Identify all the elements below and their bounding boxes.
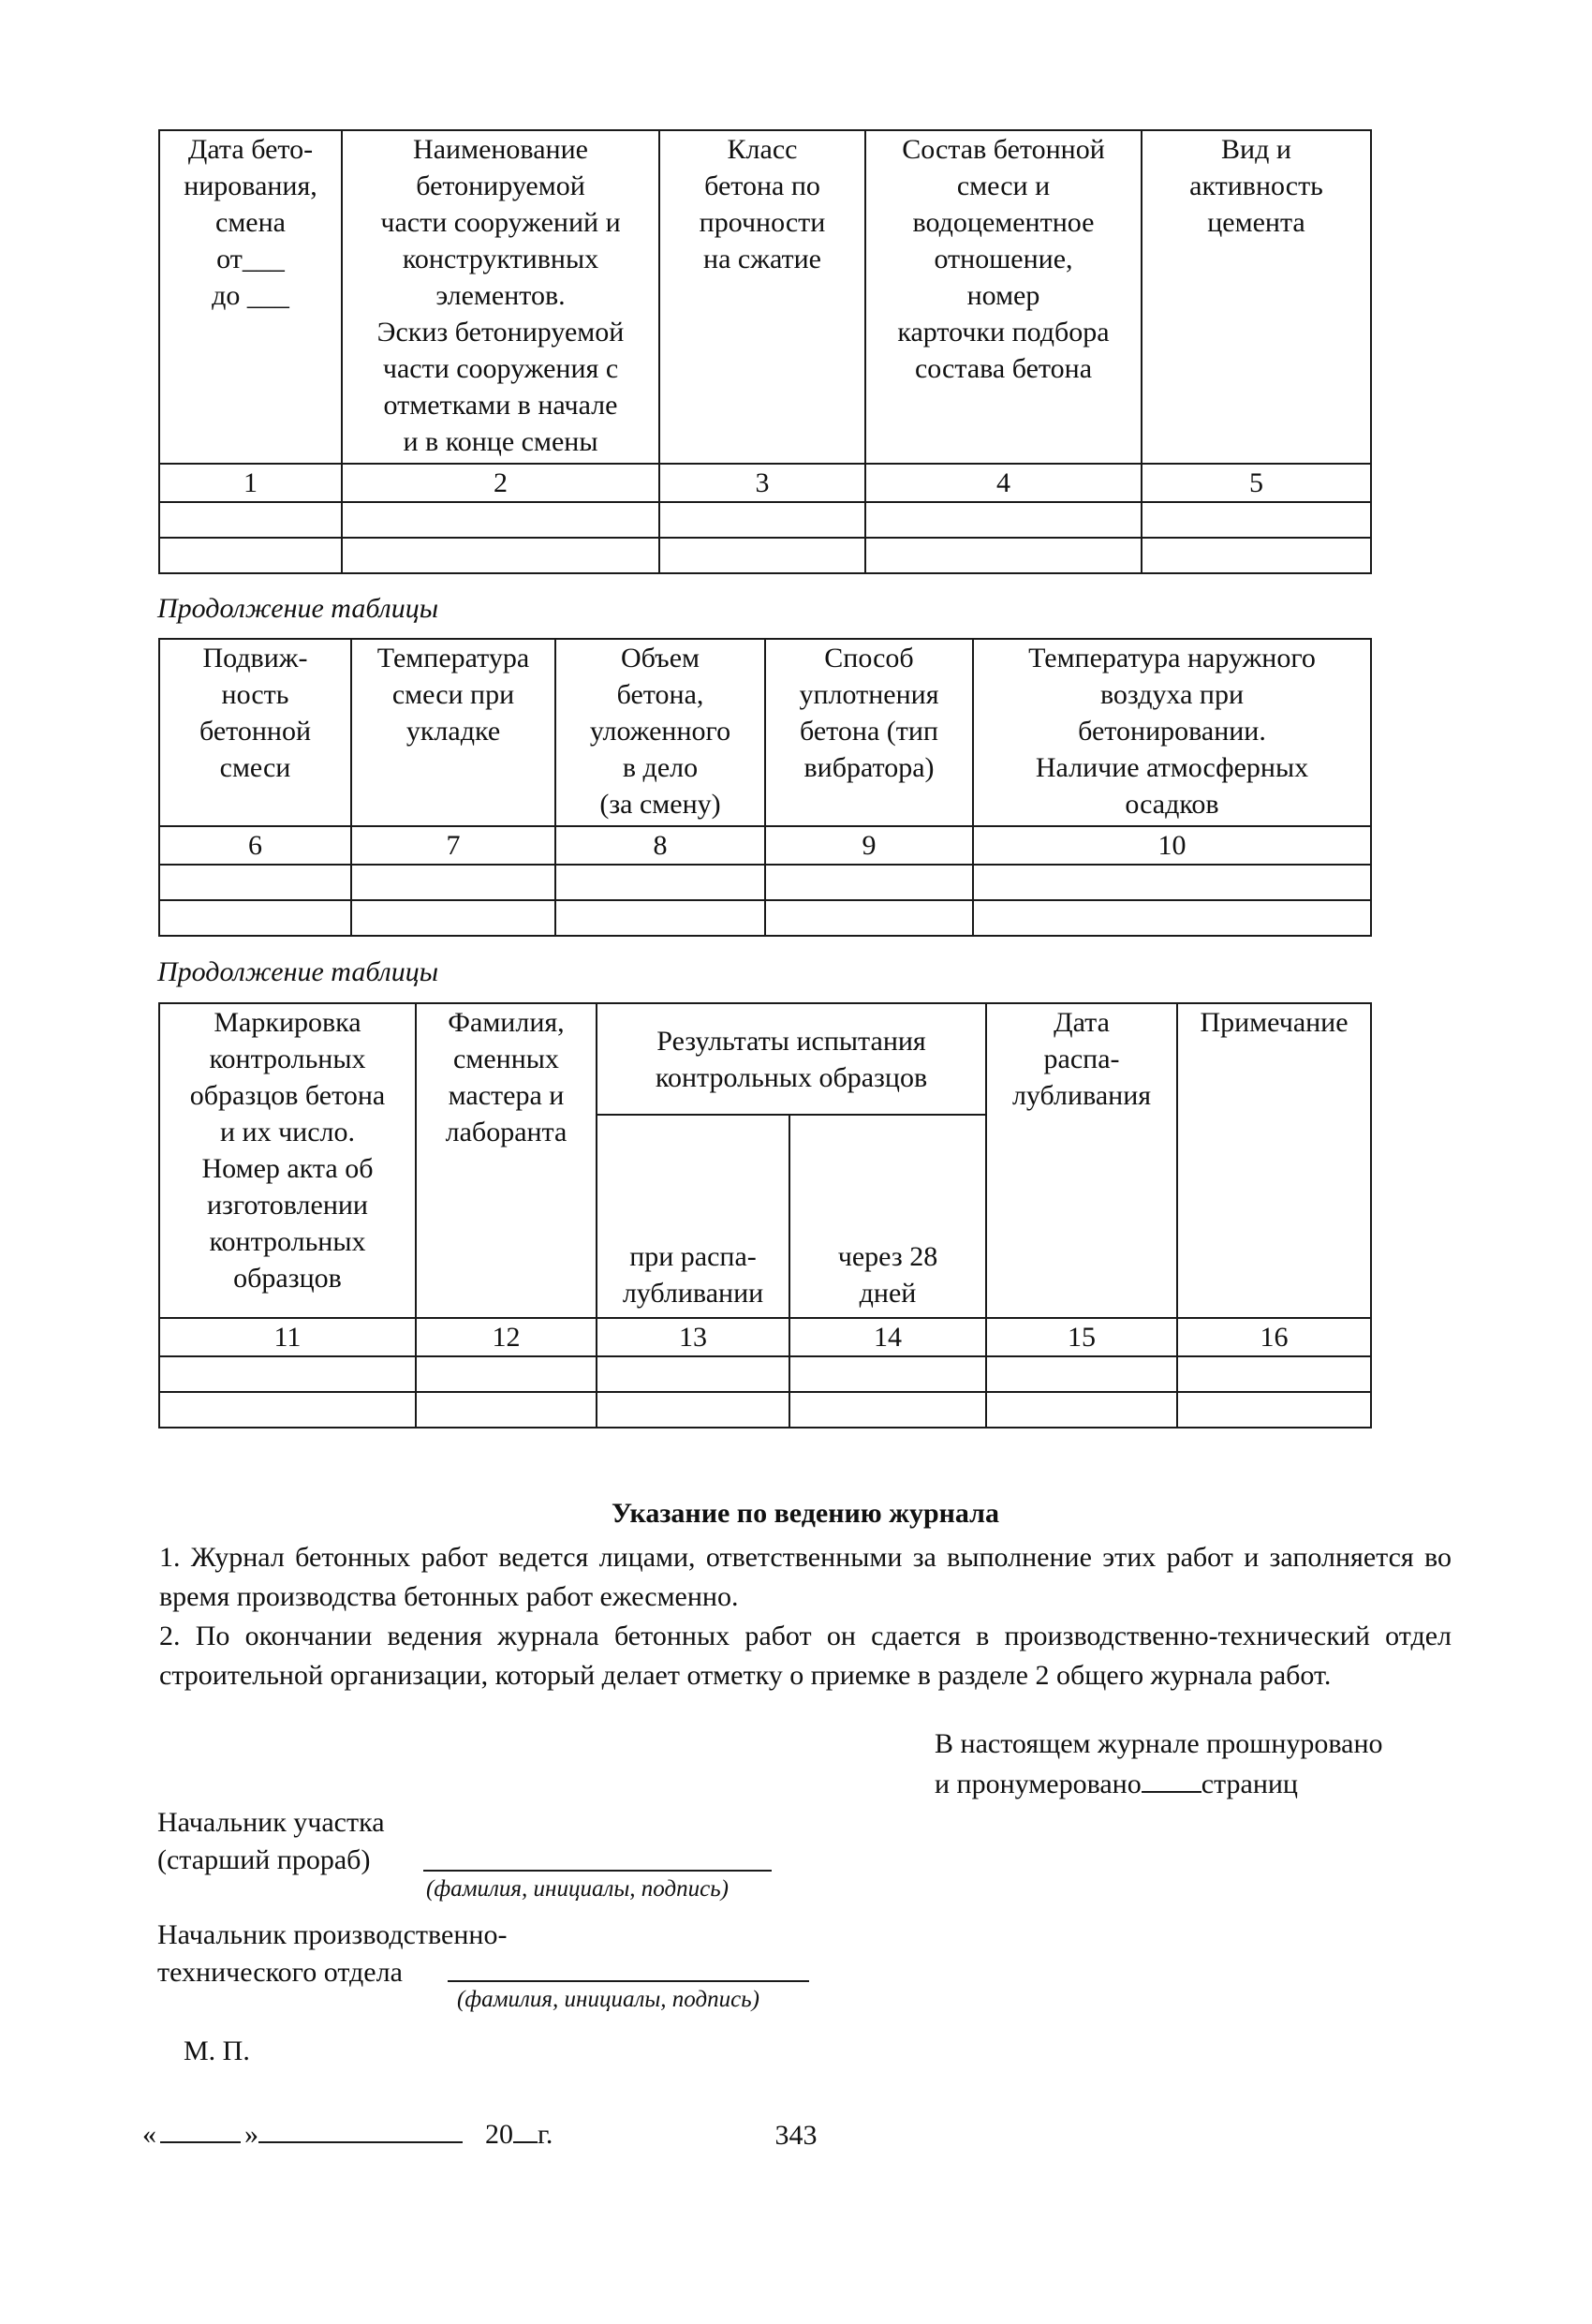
empty-cell[interactable] [555, 865, 765, 900]
binding-note-prefix: и пронумеровано [935, 1769, 1142, 1799]
instruction-item-1: 1. Журнал бетонных работ ведется лицами, ответственными за выполнение этих работ и заполняется во время производства бетонных работ ежесменно. [159, 1542, 1452, 1612]
concrete-log-table-part-2 [158, 638, 1372, 937]
empty-cell[interactable] [159, 502, 342, 538]
table-row [159, 900, 1371, 936]
concrete-log-table-part-3 [158, 1002, 1372, 1428]
table-row [159, 538, 1371, 573]
empty-cell[interactable] [555, 900, 765, 936]
empty-cell[interactable] [659, 502, 865, 538]
empty-cell[interactable] [342, 538, 659, 573]
empty-cell[interactable] [1142, 502, 1371, 538]
empty-cell[interactable] [351, 900, 555, 936]
empty-cell[interactable] [342, 502, 659, 538]
signature-hint: (фамилия, инициалы, подпись) [426, 1876, 729, 1902]
empty-cell[interactable] [765, 900, 973, 936]
binding-note-suffix: страниц [1201, 1769, 1298, 1799]
table-header-row [159, 130, 1371, 464]
binding-note-line-1: В настоящем журнале прошнуровано [935, 1728, 1383, 1759]
empty-cell[interactable] [351, 865, 555, 900]
header-concreting-date: Дата бето- нирования, смена от___ до ___ [159, 130, 342, 464]
empty-cell[interactable] [159, 1392, 416, 1428]
empty-cell[interactable] [659, 538, 865, 573]
signature-hint: (фамилия, инициалы, подпись) [457, 1987, 759, 2012]
empty-cell[interactable] [159, 900, 351, 936]
column-number: 15 [986, 1318, 1177, 1356]
empty-cell[interactable] [986, 1356, 1177, 1392]
instruction-item-2: 2. По окончании ведения журнала бетонных работ он сдается в производственно-технический отдел строительной организации, который делает отметку о приемке в разделе 2 общего журнала работ. [159, 1621, 1452, 1691]
column-number: 12 [416, 1318, 597, 1356]
empty-cell[interactable] [765, 865, 973, 900]
header-outdoor-temperature: Температура наружного воздуха при бетонировании. Наличие атмосферных осадков [973, 639, 1371, 826]
header-after-28-days: через 28 дней [789, 1115, 986, 1318]
empty-cell[interactable] [159, 1356, 416, 1392]
column-number-row [159, 826, 1371, 865]
column-number: 10 [973, 826, 1371, 865]
empty-cell[interactable] [1142, 538, 1371, 573]
header-note: Примечание [1177, 1003, 1371, 1318]
empty-cell[interactable] [159, 538, 342, 573]
column-number: 16 [1177, 1318, 1371, 1356]
empty-cell[interactable] [865, 538, 1142, 573]
header-mix-composition: Состав бетонной смеси и водоцементное отношение, номер карточки подбора состава бетона [865, 130, 1142, 464]
column-number: 14 [789, 1318, 986, 1356]
header-compaction-method: Способ уплотнения бетона (тип вибратора) [765, 639, 973, 826]
table-header-row [159, 1003, 1371, 1115]
concrete-log-table-part-1 [158, 129, 1372, 574]
column-number: 11 [159, 1318, 416, 1356]
pto-chief-title: Начальник производственно- [157, 1919, 508, 1950]
continuation-label: Продолжение таблицы [157, 593, 439, 624]
header-stripping-date: Дата распа- лубливания [986, 1003, 1177, 1318]
empty-cell[interactable] [416, 1392, 597, 1428]
column-number: 4 [865, 464, 1142, 502]
column-number: 5 [1142, 464, 1371, 502]
close-quote: » [244, 2119, 258, 2150]
header-structure-part: Наименование бетонируемой части сооружений и конструктивных элементов. Эскиз бетонируемой части сооружения с отметками в начале и в конце смены [342, 130, 659, 464]
table-row [159, 865, 1371, 900]
table-row [159, 502, 1371, 538]
column-number: 3 [659, 464, 865, 502]
column-number: 1 [159, 464, 342, 502]
empty-cell[interactable] [789, 1356, 986, 1392]
empty-cell[interactable] [1177, 1356, 1371, 1392]
column-number-row [159, 464, 1371, 502]
stamp-place: М. П. [184, 2035, 250, 2066]
pto-chief-signature-line[interactable] [448, 1980, 809, 1982]
column-number-row [159, 1318, 1371, 1356]
column-number: 7 [351, 826, 555, 865]
empty-cell[interactable] [159, 865, 351, 900]
open-quote: « [142, 2119, 156, 2150]
header-foreman-name: Фамилия, сменных мастера и лаборанта [416, 1003, 597, 1318]
empty-cell[interactable] [1177, 1392, 1371, 1428]
instructions-title: Указание по ведению журнала [611, 1498, 1000, 1529]
page-count-blank[interactable] [1142, 1765, 1201, 1793]
empty-cell[interactable] [865, 502, 1142, 538]
header-concrete-class: Класс бетона по прочности на сжатие [659, 130, 865, 464]
page-number: 343 [774, 2120, 818, 2151]
table-row [159, 1356, 1371, 1392]
year-suffix: г. [538, 2119, 553, 2150]
header-concrete-volume: Объем бетона, уложенного в дело (за смену) [555, 639, 765, 826]
header-mix-temperature: Температура смеси при укладке [351, 639, 555, 826]
pto-chief-subtitle: технического отдела [157, 1957, 403, 1988]
column-number: 13 [597, 1318, 789, 1356]
empty-cell[interactable] [416, 1356, 597, 1392]
empty-cell[interactable] [973, 865, 1371, 900]
empty-cell[interactable] [789, 1392, 986, 1428]
column-number: 2 [342, 464, 659, 502]
header-sample-marking: Маркировка контрольных образцов бетона и их число. Номер акта об изготовлении контрольных образцов [159, 1003, 416, 1318]
year-prefix: 20 [485, 2119, 513, 2150]
table-row [159, 1392, 1371, 1428]
column-number: 9 [765, 826, 973, 865]
table-header-row [159, 639, 1371, 826]
column-number: 8 [555, 826, 765, 865]
site-chief-title: Начальник участка [157, 1807, 385, 1838]
empty-cell[interactable] [597, 1356, 789, 1392]
header-mix-mobility: Подвиж- ность бетонной смеси [159, 639, 351, 826]
empty-cell[interactable] [973, 900, 1371, 936]
header-cement-type: Вид и активность цемента [1142, 130, 1371, 464]
empty-cell[interactable] [597, 1392, 789, 1428]
column-number: 6 [159, 826, 351, 865]
continuation-label: Продолжение таблицы [157, 956, 439, 987]
empty-cell[interactable] [986, 1392, 1177, 1428]
header-at-stripping: при распа- лубливании [597, 1115, 789, 1318]
header-test-results: Результаты испытания контрольных образцов [597, 1003, 986, 1115]
binding-note-line-2 [935, 1765, 1298, 1803]
site-chief-subtitle: (старший прораб) [157, 1844, 371, 1875]
site-chief-signature-line[interactable] [423, 1870, 772, 1872]
